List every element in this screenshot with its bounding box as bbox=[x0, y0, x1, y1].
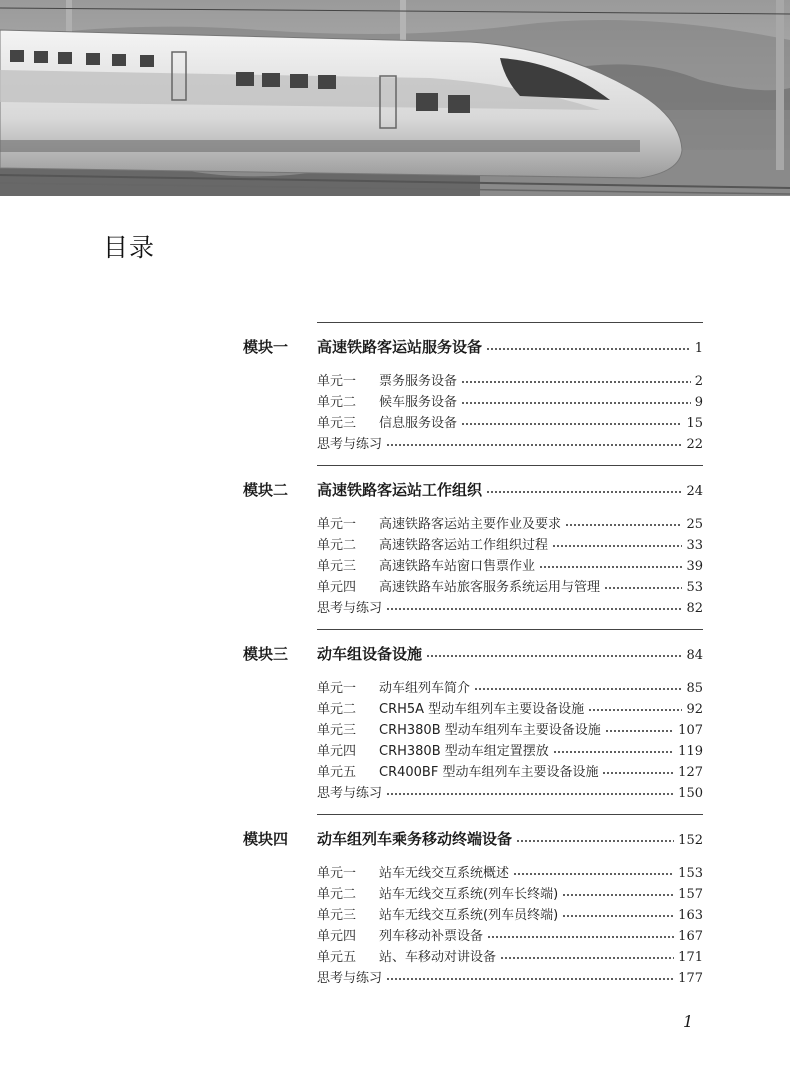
unit-number: 单元五 bbox=[317, 765, 357, 780]
unit-page: 25 bbox=[686, 517, 703, 532]
unit-number: 单元二 bbox=[317, 538, 357, 553]
dot-leader bbox=[604, 581, 682, 591]
toc-unit-entry[interactable] bbox=[317, 371, 703, 392]
toc-unit-entry[interactable] bbox=[317, 783, 703, 804]
unit-page: 2 bbox=[694, 374, 703, 389]
module-title: 高速铁路客运站工作组织 bbox=[317, 481, 483, 499]
unit-page: 150 bbox=[678, 786, 703, 801]
dot-leader bbox=[461, 396, 691, 406]
unit-number: 单元二 bbox=[317, 702, 357, 717]
toc-module bbox=[243, 322, 703, 455]
unit-page: 167 bbox=[678, 929, 703, 944]
unit-number: 单元一 bbox=[317, 866, 357, 881]
unit-number: 思考与练习 bbox=[317, 601, 383, 616]
toc-unit-entry[interactable] bbox=[317, 968, 703, 989]
unit-number: 单元三 bbox=[317, 723, 357, 738]
unit-title: 站车无线交互系统概述 bbox=[379, 866, 510, 881]
unit-number: 单元三 bbox=[317, 908, 357, 923]
dot-leader bbox=[386, 787, 674, 797]
dot-leader bbox=[487, 930, 674, 940]
unit-page: 39 bbox=[686, 559, 703, 574]
module-heading[interactable] bbox=[243, 815, 703, 863]
module-title: 动车组列车乘务移动终端设备 bbox=[317, 830, 513, 848]
toc-unit-entry[interactable] bbox=[317, 535, 703, 556]
toc-unit-entry[interactable] bbox=[317, 884, 703, 905]
unit-page: 9 bbox=[694, 395, 703, 410]
unit-title: 候车服务设备 bbox=[379, 395, 458, 410]
unit-title: 高速铁路车站窗口售票作业 bbox=[379, 559, 536, 574]
unit-page: 163 bbox=[678, 908, 703, 923]
unit-title: 票务服务设备 bbox=[379, 374, 458, 389]
dot-leader bbox=[588, 703, 682, 713]
module-page: 1 bbox=[694, 341, 703, 356]
unit-title: 列车移动补票设备 bbox=[379, 929, 484, 944]
dot-leader bbox=[562, 909, 674, 919]
dot-leader bbox=[552, 539, 682, 549]
dot-leader bbox=[562, 888, 674, 898]
toc-unit-entry[interactable] bbox=[317, 577, 703, 598]
toc-module bbox=[243, 629, 703, 804]
unit-title: 站、车移动对讲设备 bbox=[379, 950, 497, 965]
unit-page: 107 bbox=[678, 723, 703, 738]
toc-module bbox=[243, 814, 703, 989]
unit-page: 33 bbox=[686, 538, 703, 553]
unit-page: 157 bbox=[678, 887, 703, 902]
unit-page: 171 bbox=[678, 950, 703, 965]
dot-leader bbox=[602, 766, 674, 776]
unit-number: 单元四 bbox=[317, 580, 357, 595]
unit-title: 信息服务设备 bbox=[379, 416, 458, 431]
dot-leader bbox=[513, 867, 674, 877]
dot-leader bbox=[386, 972, 674, 982]
unit-title: CRH380B 型动车组定置摆放 bbox=[379, 744, 549, 759]
module-heading[interactable] bbox=[243, 323, 703, 371]
header-photo bbox=[0, 0, 790, 196]
toc-unit-entry[interactable] bbox=[317, 514, 703, 535]
unit-number: 单元一 bbox=[317, 517, 357, 532]
unit-number: 单元三 bbox=[317, 559, 357, 574]
unit-page: 15 bbox=[686, 416, 703, 431]
unit-page: 153 bbox=[678, 866, 703, 881]
module-title: 高速铁路客运站服务设备 bbox=[317, 338, 483, 356]
toc-unit-entry[interactable] bbox=[317, 434, 703, 455]
unit-title: 高速铁路客运站主要作业及要求 bbox=[379, 517, 562, 532]
page-number: 1 bbox=[683, 1012, 694, 1031]
unit-number: 单元二 bbox=[317, 887, 357, 902]
toc-unit-entry[interactable] bbox=[317, 598, 703, 619]
dot-leader bbox=[386, 438, 682, 448]
dot-leader bbox=[486, 485, 682, 495]
dot-leader bbox=[539, 560, 682, 570]
toc-unit-entry[interactable] bbox=[317, 699, 703, 720]
unit-page: 119 bbox=[678, 744, 703, 759]
unit-list bbox=[317, 371, 703, 455]
unit-title: CRH5A 型动车组列车主要设备设施 bbox=[379, 702, 585, 717]
dot-leader bbox=[461, 417, 682, 427]
unit-page: 92 bbox=[686, 702, 703, 717]
toc-module bbox=[243, 465, 703, 619]
toc-unit-entry[interactable] bbox=[317, 762, 703, 783]
unit-number: 单元二 bbox=[317, 395, 357, 410]
unit-title: CR400BF 型动车组列车主要设备设施 bbox=[379, 765, 599, 780]
dot-leader bbox=[461, 375, 691, 385]
unit-number: 单元五 bbox=[317, 950, 357, 965]
page-title: 目录 bbox=[103, 233, 156, 262]
module-title: 动车组设备设施 bbox=[317, 645, 423, 663]
unit-page: 82 bbox=[686, 601, 703, 616]
toc-unit-entry[interactable] bbox=[317, 678, 703, 699]
unit-list bbox=[317, 514, 703, 619]
dot-leader bbox=[386, 602, 682, 612]
dot-leader bbox=[474, 682, 682, 692]
toc-unit-entry[interactable] bbox=[317, 926, 703, 947]
dot-leader bbox=[553, 745, 674, 755]
unit-number: 思考与练习 bbox=[317, 437, 383, 452]
unit-title: 高速铁路车站旅客服务系统运用与管理 bbox=[379, 580, 601, 595]
dot-leader bbox=[516, 834, 674, 844]
toc-unit-entry[interactable] bbox=[317, 720, 703, 741]
module-page: 84 bbox=[686, 648, 703, 663]
dot-leader bbox=[565, 518, 682, 528]
unit-page: 53 bbox=[686, 580, 703, 595]
module-number: 模块三 bbox=[243, 645, 289, 663]
toc-unit-entry[interactable] bbox=[317, 947, 703, 968]
toc-unit-entry[interactable] bbox=[317, 905, 703, 926]
toc-unit-entry[interactable] bbox=[317, 863, 703, 884]
dot-leader bbox=[605, 724, 674, 734]
unit-number: 单元三 bbox=[317, 416, 357, 431]
unit-title: 站车无线交互系统(列车员终端) bbox=[379, 908, 559, 923]
module-number: 模块一 bbox=[243, 338, 289, 356]
table-of-contents bbox=[243, 322, 703, 999]
unit-list bbox=[317, 863, 703, 989]
toc-unit-entry[interactable] bbox=[317, 741, 703, 762]
unit-number: 单元一 bbox=[317, 374, 357, 389]
toc-unit-entry[interactable] bbox=[317, 413, 703, 434]
unit-number: 思考与练习 bbox=[317, 786, 383, 801]
unit-page: 127 bbox=[678, 765, 703, 780]
toc-unit-entry[interactable] bbox=[317, 556, 703, 577]
module-page: 24 bbox=[686, 484, 703, 499]
unit-number: 单元四 bbox=[317, 744, 357, 759]
module-number: 模块四 bbox=[243, 830, 289, 848]
unit-list bbox=[317, 678, 703, 804]
unit-number: 思考与练习 bbox=[317, 971, 383, 986]
unit-title: CRH380B 型动车组列车主要设备设施 bbox=[379, 723, 601, 738]
unit-page: 85 bbox=[686, 681, 703, 696]
dot-leader bbox=[426, 649, 682, 659]
module-heading[interactable] bbox=[243, 466, 703, 514]
unit-number: 单元四 bbox=[317, 929, 357, 944]
unit-number: 单元一 bbox=[317, 681, 357, 696]
module-heading[interactable] bbox=[243, 630, 703, 678]
unit-title: 高速铁路客运站工作组织过程 bbox=[379, 538, 549, 553]
unit-page: 177 bbox=[678, 971, 703, 986]
module-page: 152 bbox=[678, 833, 703, 848]
dot-leader bbox=[486, 342, 691, 352]
unit-title: 站车无线交互系统(列车长终端) bbox=[379, 887, 559, 902]
unit-page: 22 bbox=[686, 437, 703, 452]
toc-unit-entry[interactable] bbox=[317, 392, 703, 413]
train-photo-illustration bbox=[0, 0, 790, 196]
unit-title: 动车组列车简介 bbox=[379, 681, 471, 696]
module-number: 模块二 bbox=[243, 481, 289, 499]
dot-leader bbox=[500, 951, 674, 961]
